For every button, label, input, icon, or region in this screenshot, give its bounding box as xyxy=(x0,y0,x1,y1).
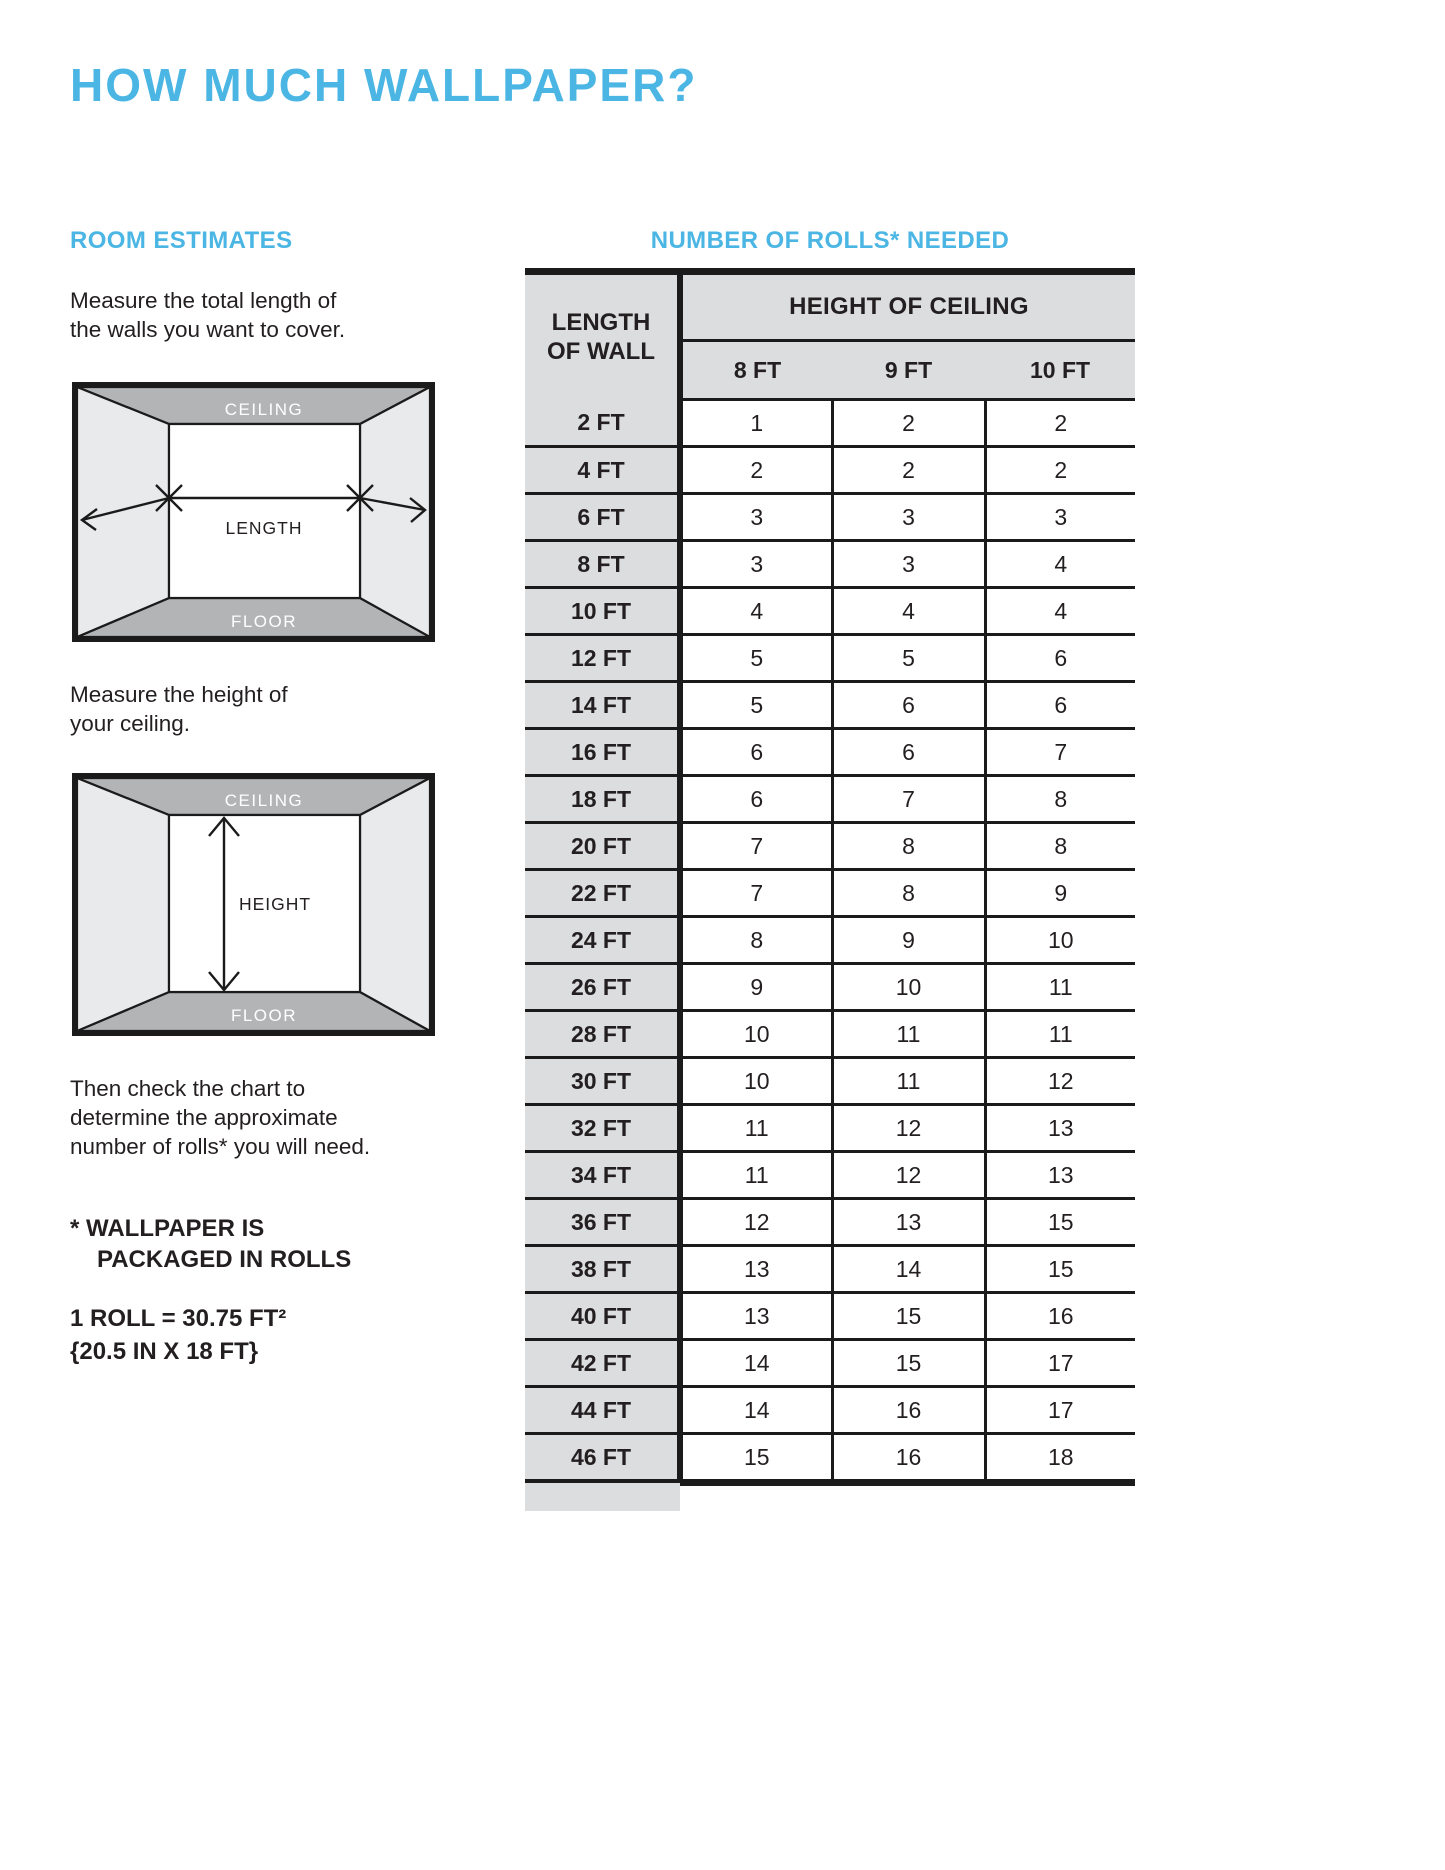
roll-count-cell: 10 xyxy=(680,1011,832,1058)
wall-length-label: 34 FT xyxy=(525,1152,680,1199)
roll-count-cell: 13 xyxy=(985,1152,1135,1199)
table-row xyxy=(525,1387,1135,1434)
roll-count-cell: 10 xyxy=(985,917,1135,964)
roll-count-cell: 11 xyxy=(985,964,1135,1011)
roll-count-cell: 6 xyxy=(985,682,1135,729)
floor-label: FLOOR xyxy=(230,612,298,631)
ceiling-8ft-header: 8 FT xyxy=(680,341,832,400)
text-line: {20.5 IN X 18 FT} xyxy=(70,1338,259,1365)
back-wall-panel xyxy=(169,424,360,598)
roll-count-cell: 3 xyxy=(680,541,832,588)
roll-count-cell: 17 xyxy=(985,1387,1135,1434)
height-of-ceiling-header: HEIGHT OF CEILING xyxy=(680,272,1135,341)
roll-count-cell: 6 xyxy=(832,729,985,776)
table-row xyxy=(525,1199,1135,1246)
roll-count-cell: 5 xyxy=(832,635,985,682)
roll-count-cell: 2 xyxy=(680,447,832,494)
rolls-needed-heading: NUMBER OF ROLLS* NEEDED xyxy=(650,227,1010,254)
roll-count-cell: 16 xyxy=(985,1293,1135,1340)
wall-length-label: 24 FT xyxy=(525,917,680,964)
text-line: the walls you want to cover. xyxy=(70,317,346,342)
wall-length-label: 42 FT xyxy=(525,1340,680,1387)
wall-length-label: 6 FT xyxy=(525,494,680,541)
roll-count-cell: 7 xyxy=(680,870,832,917)
table-row xyxy=(525,1058,1135,1105)
wall-length-label: 2 FT xyxy=(525,400,680,447)
roll-count-cell: 13 xyxy=(985,1105,1135,1152)
roll-count-cell: 13 xyxy=(832,1199,985,1246)
roll-count-cell: 18 xyxy=(985,1434,1135,1483)
table-row xyxy=(525,823,1135,870)
check-chart-text xyxy=(70,1074,370,1161)
roll-count-cell: 7 xyxy=(985,729,1135,776)
roll-count-cell: 6 xyxy=(832,682,985,729)
table-row xyxy=(525,682,1135,729)
roll-count-cell: 9 xyxy=(985,870,1135,917)
wall-length-label: 20 FT xyxy=(525,823,680,870)
roll-count-cell: 2 xyxy=(985,400,1135,447)
ceiling-label: CEILING xyxy=(224,791,304,810)
roll-count-cell: 1 xyxy=(680,400,832,447)
table-row xyxy=(525,588,1135,635)
table-row xyxy=(525,1293,1135,1340)
roll-count-cell: 12 xyxy=(832,1152,985,1199)
roll-count-cell: 2 xyxy=(832,400,985,447)
roll-count-cell: 11 xyxy=(832,1011,985,1058)
roll-count-cell: 3 xyxy=(832,494,985,541)
roll-count-cell: 6 xyxy=(680,729,832,776)
text-line: OF WALL xyxy=(547,338,655,366)
roll-count-cell: 3 xyxy=(832,541,985,588)
ceiling-label: CEILING xyxy=(224,400,304,419)
left-wall-panel xyxy=(77,387,169,637)
roll-count-cell: 9 xyxy=(832,917,985,964)
table-row xyxy=(525,1152,1135,1199)
table-row xyxy=(525,400,1135,447)
wall-length-label: 4 FT xyxy=(525,447,680,494)
wall-length-label: 46 FT xyxy=(525,1434,680,1483)
roll-count-cell: 15 xyxy=(832,1340,985,1387)
roll-count-cell: 4 xyxy=(832,588,985,635)
roll-count-cell: 6 xyxy=(985,635,1135,682)
ceiling-9ft-header: 9 FT xyxy=(832,341,985,400)
roll-count-cell: 17 xyxy=(985,1340,1135,1387)
length-of-wall-header xyxy=(525,272,680,400)
roll-count-cell: 14 xyxy=(680,1387,832,1434)
roll-count-cell: 2 xyxy=(832,447,985,494)
roll-count-cell: 4 xyxy=(680,588,832,635)
wall-length-label: 10 FT xyxy=(525,588,680,635)
table-row xyxy=(525,494,1135,541)
roll-count-cell: 15 xyxy=(985,1199,1135,1246)
wall-length-label: 36 FT xyxy=(525,1199,680,1246)
table-row xyxy=(525,1011,1135,1058)
wall-length-label: 16 FT xyxy=(525,729,680,776)
text-line: LENGTH xyxy=(551,309,651,337)
roll-count-cell: 15 xyxy=(680,1434,832,1483)
roll-count-cell: 8 xyxy=(985,776,1135,823)
wall-length-label: 22 FT xyxy=(525,870,680,917)
table-row xyxy=(525,1246,1135,1293)
table-row xyxy=(525,917,1135,964)
roll-count-cell: 9 xyxy=(680,964,832,1011)
roll-count-cell: 14 xyxy=(832,1246,985,1293)
roll-count-cell: 8 xyxy=(680,917,832,964)
text-line: Then check the chart to xyxy=(70,1076,306,1101)
roll-count-cell: 13 xyxy=(680,1293,832,1340)
rolls-footnote xyxy=(70,1213,351,1275)
text-line: 1 ROLL = 30.75 FT² xyxy=(70,1305,287,1332)
table-row xyxy=(525,1434,1135,1483)
roll-count-cell: 15 xyxy=(985,1246,1135,1293)
table-row xyxy=(525,635,1135,682)
height-label: HEIGHT xyxy=(238,894,312,914)
roll-count-cell: 5 xyxy=(680,682,832,729)
room-length-diagram xyxy=(72,382,435,642)
right-wall-panel xyxy=(360,387,430,637)
roll-count-cell: 13 xyxy=(680,1246,832,1293)
table-row xyxy=(525,1105,1135,1152)
page-title: HOW MUCH WALLPAPER? xyxy=(70,59,698,111)
wall-length-label: 8 FT xyxy=(525,541,680,588)
table-row xyxy=(525,870,1135,917)
text-line: number of rolls* you will need. xyxy=(70,1134,371,1159)
roll-count-cell: 11 xyxy=(680,1152,832,1199)
table-row xyxy=(525,1340,1135,1387)
room-height-diagram xyxy=(72,773,435,1036)
roll-count-cell: 6 xyxy=(680,776,832,823)
roll-count-cell: 7 xyxy=(680,823,832,870)
wall-length-label: 40 FT xyxy=(525,1293,680,1340)
wall-length-label: 44 FT xyxy=(525,1387,680,1434)
wall-length-label: 14 FT xyxy=(525,682,680,729)
room-estimates-heading: ROOM ESTIMATES xyxy=(70,227,293,254)
table-row xyxy=(525,541,1135,588)
table-row xyxy=(525,447,1135,494)
roll-count-cell: 11 xyxy=(985,1011,1135,1058)
roll-count-cell: 8 xyxy=(985,823,1135,870)
table-row xyxy=(525,729,1135,776)
roll-count-cell: 3 xyxy=(680,494,832,541)
length-label: LENGTH xyxy=(225,518,303,538)
table-row xyxy=(525,964,1135,1011)
text-line: * WALLPAPER IS xyxy=(70,1215,265,1242)
roll-count-cell: 12 xyxy=(832,1105,985,1152)
text-line: Measure the height of xyxy=(70,682,288,707)
roll-count-cell: 16 xyxy=(832,1387,985,1434)
wall-length-label: 12 FT xyxy=(525,635,680,682)
ceiling-10ft-header: 10 FT xyxy=(985,341,1135,400)
wall-length-label: 18 FT xyxy=(525,776,680,823)
text-line: your ceiling. xyxy=(70,711,191,736)
roll-count-cell: 4 xyxy=(985,588,1135,635)
roll-count-cell: 8 xyxy=(832,823,985,870)
roll-count-cell: 15 xyxy=(832,1293,985,1340)
roll-count-cell: 16 xyxy=(832,1434,985,1483)
floor-label: FLOOR xyxy=(230,1006,298,1025)
roll-count-cell: 5 xyxy=(680,635,832,682)
roll-size-info xyxy=(70,1302,286,1368)
rolls-needed-table xyxy=(525,268,1135,1486)
roll-count-cell: 10 xyxy=(832,964,985,1011)
left-wall-panel xyxy=(77,778,169,1031)
roll-count-cell: 7 xyxy=(832,776,985,823)
right-wall-panel xyxy=(360,778,430,1031)
roll-count-cell: 4 xyxy=(985,541,1135,588)
roll-count-cell: 12 xyxy=(680,1199,832,1246)
text-line: determine the approximate xyxy=(70,1105,338,1130)
wall-length-label: 28 FT xyxy=(525,1011,680,1058)
roll-count-cell: 10 xyxy=(680,1058,832,1105)
roll-count-cell: 11 xyxy=(680,1105,832,1152)
roll-count-cell: 2 xyxy=(985,447,1135,494)
roll-count-cell: 14 xyxy=(680,1340,832,1387)
wall-length-label: 26 FT xyxy=(525,964,680,1011)
roll-count-cell: 8 xyxy=(832,870,985,917)
roll-count-cell: 12 xyxy=(985,1058,1135,1105)
roll-count-cell: 11 xyxy=(832,1058,985,1105)
measure-height-text xyxy=(70,680,288,738)
label-column-tail xyxy=(525,1483,680,1511)
table-row xyxy=(525,776,1135,823)
wall-length-label: 32 FT xyxy=(525,1105,680,1152)
text-line: PACKAGED IN ROLLS xyxy=(97,1246,352,1273)
wall-length-label: 30 FT xyxy=(525,1058,680,1105)
text-line: Measure the total length of xyxy=(70,288,337,313)
measure-length-text xyxy=(70,286,345,344)
wall-length-label: 38 FT xyxy=(525,1246,680,1293)
roll-count-cell: 3 xyxy=(985,494,1135,541)
